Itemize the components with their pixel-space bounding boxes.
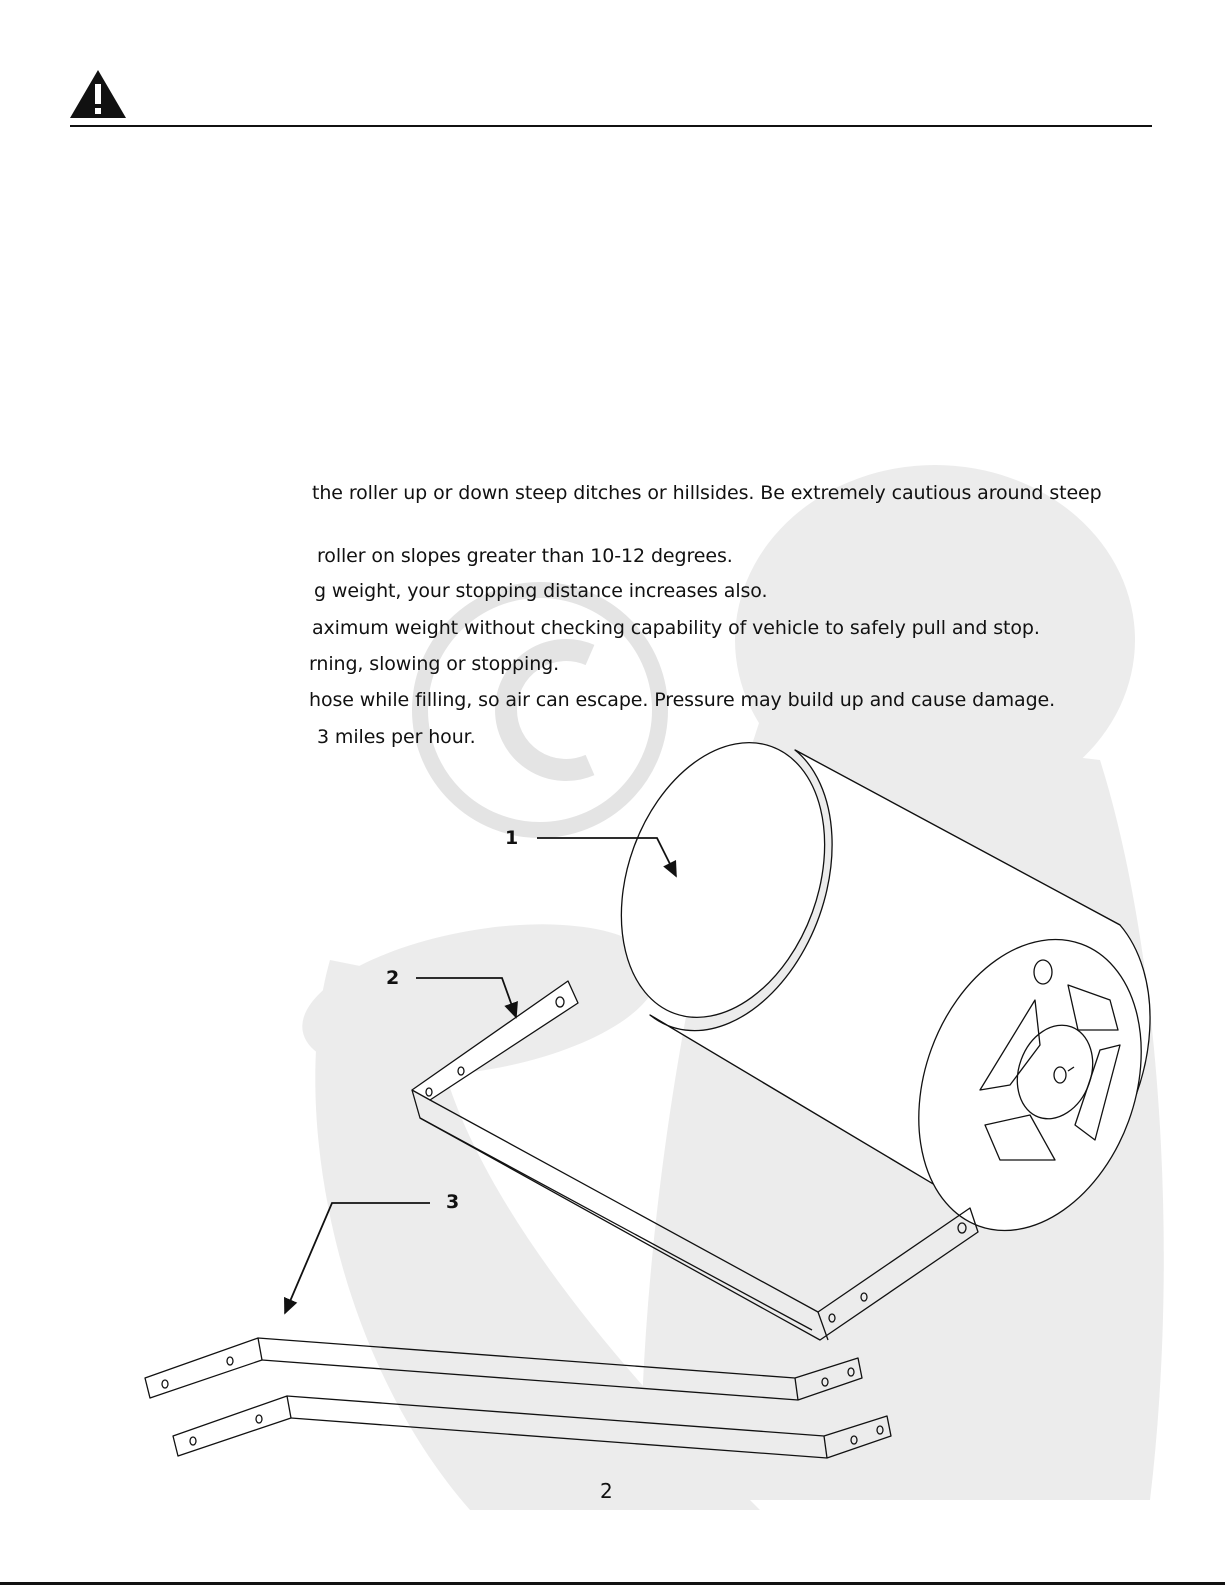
warning-line-7: 3 miles per hour. (317, 726, 476, 748)
warning-line-2: roller on slopes greater than 10-12 degrees. (317, 545, 733, 567)
tow-arms (145, 1338, 891, 1458)
warning-line-5: rning, slowing or stopping. (309, 653, 560, 675)
callout-1: 1 (505, 827, 519, 849)
warning-line-4: aximum weight without checking capability of vehicle to safely pull and stop. (312, 617, 1040, 639)
warning-line-6: hose while filling, so air can escape. Pressure may build up and cause damage. (309, 689, 1056, 711)
page-number: 2 (600, 1479, 613, 1503)
leader-3 (285, 1203, 430, 1313)
leader-2 (416, 978, 516, 1017)
warning-line-3: g weight, your stopping distance increases also. (314, 580, 768, 602)
roller-drum (585, 714, 1180, 1262)
warning-line-1: the roller up or down steep ditches or hillsides. Be extremely cautious around steep (312, 482, 1102, 504)
callout-2: 2 (386, 967, 400, 989)
callout-3: 3 (446, 1191, 460, 1213)
